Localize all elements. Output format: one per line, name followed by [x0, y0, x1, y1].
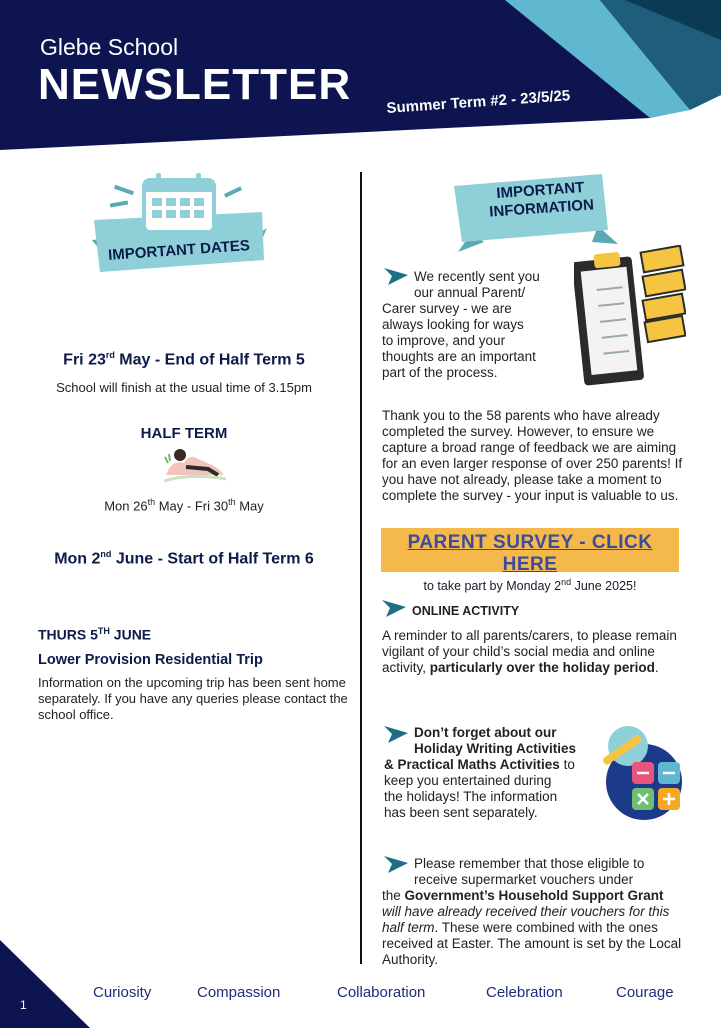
- parent-survey-link[interactable]: [381, 528, 679, 594]
- survey-intro: We recently sent you our annual Parent/ Carer survey - we are always looking for ways to improve, and your thoughts are an important part of the process.: [382, 269, 540, 380]
- holiday-activities-body: Don’t forget about our Holiday Writing Activities & Practical Maths Activities to keep you entertained during the holidays! The information has been sent separately.: [384, 725, 577, 820]
- term-date: Summer Term #2 - 23/5/25: [386, 87, 571, 117]
- residential-trip-title: Lower Provision Residential Trip: [38, 652, 263, 668]
- event-start-half-term: Mon 2nd June - Start of Half Term 6: [54, 549, 314, 568]
- calendar-icon: [144, 173, 214, 232]
- value-courage: Courage: [616, 984, 674, 1001]
- footer-corner: [0, 940, 90, 1028]
- online-activity-body: A reminder to all parents/carers, to please remain vigilant of your child’s social media and online activity, particularly over the holiday period.: [382, 628, 677, 675]
- column-divider: [360, 172, 362, 964]
- half-term-dates: Mon 26th May - Fri 30th May: [104, 497, 264, 514]
- event-end-half-term: Fri 23rd May - End of Half Term 5: [63, 350, 305, 369]
- residential-trip-date: THURS 5TH JUNE: [38, 626, 152, 643]
- parent-survey-deadline: to take part by Monday 2nd June 2025!: [423, 577, 637, 594]
- value-celebration: Celebration: [486, 984, 563, 1001]
- value-compassion: Compassion: [197, 984, 281, 1001]
- page-number: 1: [20, 998, 27, 1012]
- value-collaboration: Collaboration: [337, 984, 426, 1001]
- vouchers-body: Please remember that those eligible to receive supermarket vouchers under the Government’s Household Support Grant will have already received their vouchers for this half term. These were combined with the ones received at Easter. The amount is set by the Local Authority.: [382, 856, 682, 967]
- half-term-heading: HALF TERM: [140, 425, 228, 442]
- maths-writing-icon: [594, 724, 688, 820]
- survey-clipboard-icon: [574, 245, 686, 387]
- residential-trip-body: Information on the upcoming trip has been sent home separately. If you have any queries please contact the school office.: [38, 675, 348, 722]
- value-curiosity: Curiosity: [93, 984, 152, 1001]
- important-dates-banner: [92, 170, 267, 290]
- online-activity-heading: ONLINE ACTIVITY: [412, 604, 520, 618]
- school-name: Glebe School: [40, 34, 179, 60]
- newsletter-title: NEWSLETTER: [38, 60, 352, 109]
- important-information-label: IMPORTANT INFORMATION: [488, 178, 595, 221]
- important-dates-label: IMPORTANT DATES: [107, 237, 251, 264]
- relaxing-person-illustration: [160, 445, 230, 483]
- survey-thanks: Thank you to the 58 parents who have already completed the survey. However, to ensure we capture a broad range of feedback we are aiming for an even larger response of over 250 parents! If you have not already, please take a moment to complete the survey - your input is valuable to us.: [382, 408, 683, 503]
- event-end-half-term-detail: School will finish at the usual time of 3.15pm: [56, 380, 312, 395]
- arrow-bullet-icon: [382, 598, 406, 618]
- parent-survey-link-title[interactable]: PARENT SURVEY - CLICK HERE: [407, 532, 653, 575]
